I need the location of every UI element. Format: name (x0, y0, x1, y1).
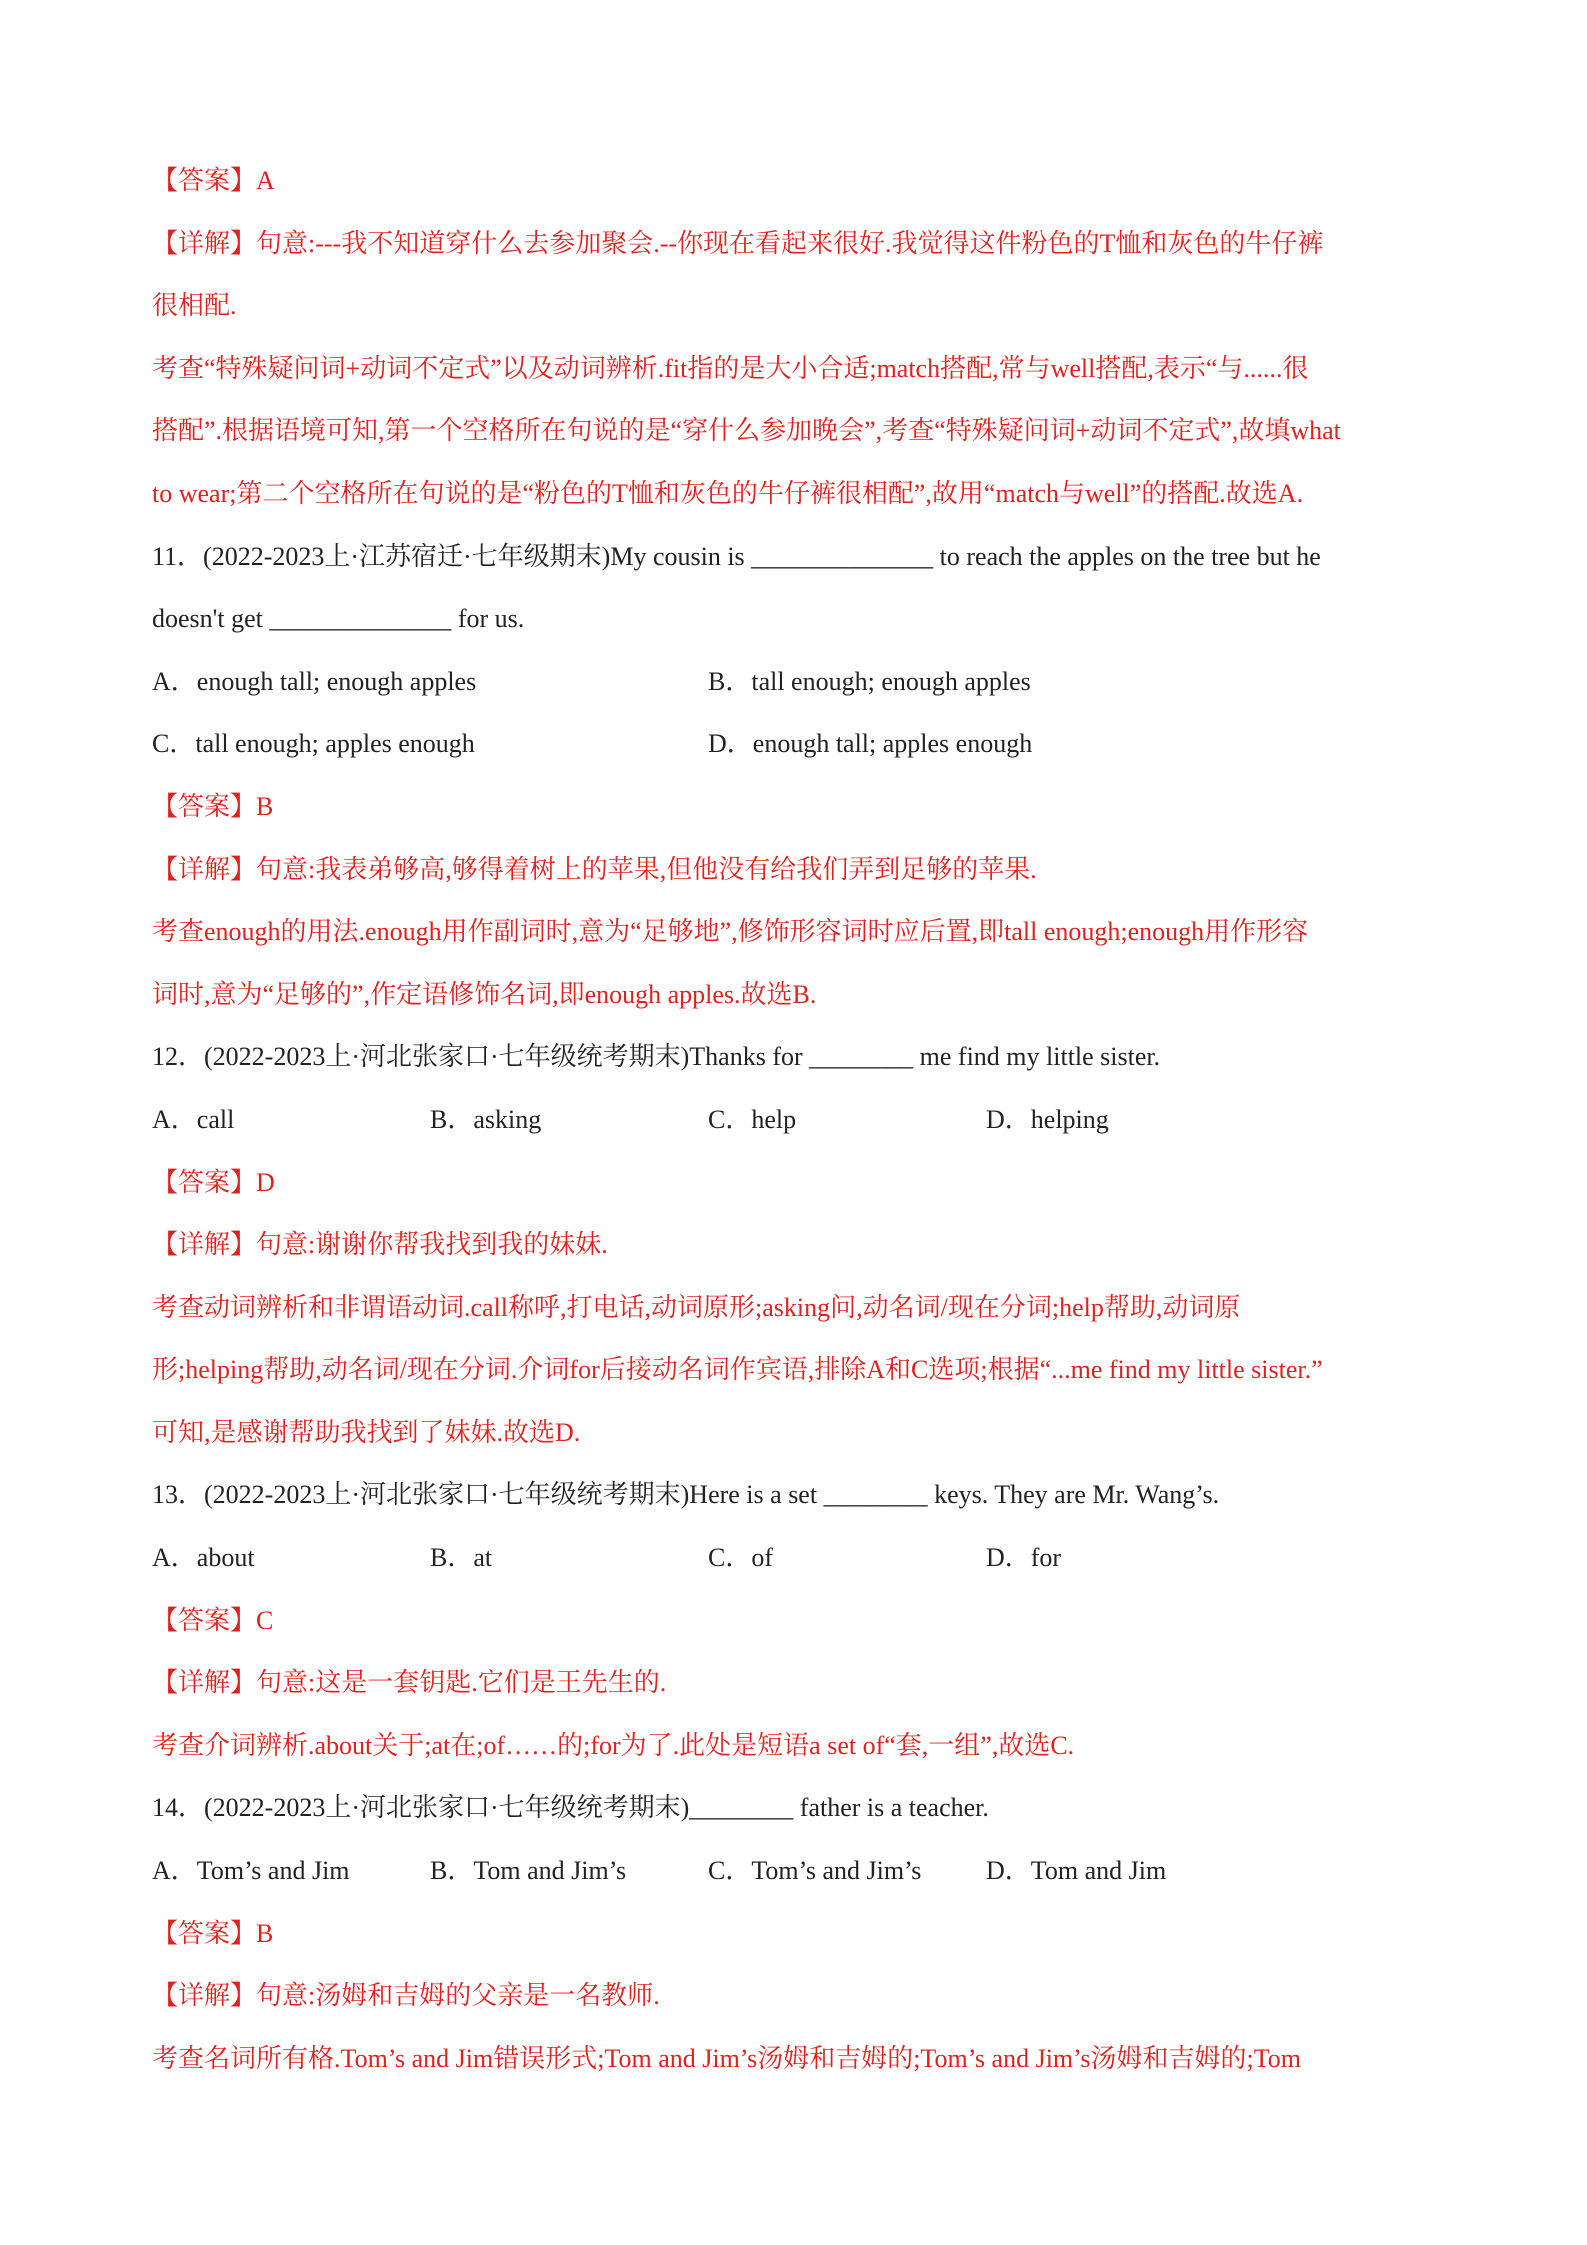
explanation-line: 考查介词辨析.about关于;at在;of……的;for为了.此处是短语a set of“套,一组”,故选C. (152, 1730, 1075, 1760)
option-a: A．Tom’s and Jim (152, 1856, 350, 1886)
answer-line: 【答案】C (152, 1605, 274, 1635)
question-stem: 13．(2022-2023上·河北张家口·七年级统考期末)Here is a set ________ keys. They are Mr. Wang’s. (152, 1480, 1220, 1510)
options-row (152, 713, 1439, 776)
answer-line: 【答案】B (152, 1918, 274, 1948)
explanation-line: 【详解】句意:---我不知道穿什么去参加聚会.--你现在看起来很好.我觉得这件粉色的T恤和灰色的牛仔裤 (152, 228, 1324, 258)
question-stem: 14．(2022-2023上·河北张家口·七年级统考期末)________ father is a teacher. (152, 1793, 989, 1823)
answer-line: 【答案】A (152, 166, 275, 195)
explanation-line: 考查“特殊疑问词+动词不定式”以及动词辨析.fit指的是大小合适;match搭配,常与well搭配,表示“与......很 (152, 353, 1309, 383)
option-c: C．Tom’s and Jim’s (708, 1856, 922, 1886)
explanation-line: 可知,是感谢帮助我找到了妹妹.故选D. (152, 1417, 581, 1447)
option-c: C．help (708, 1104, 797, 1134)
options-row (152, 1840, 1439, 1903)
option-b: B．tall enough; enough apples (708, 666, 1031, 696)
explanation-line: 【详解】句意:谢谢你帮我找到我的妹妹. (152, 1230, 608, 1260)
options-row (152, 1527, 1439, 1590)
option-d: D．enough tall; apples enough (708, 729, 1033, 759)
question-stem: doesn't get ______________ for us. (152, 604, 525, 634)
explanation-line: 很相配. (152, 291, 237, 321)
option-a: A．about (152, 1543, 255, 1573)
options-row (152, 651, 1439, 714)
option-c: C．tall enough; apples enough (152, 729, 475, 759)
option-a: A．call (152, 1104, 235, 1134)
option-d: D．Tom and Jim (986, 1856, 1167, 1886)
explanation-line: 考查动词辨析和非谓语动词.call称呼,打电话,动词原形;asking问,动名词/现在分词;help帮助,动词原 (152, 1292, 1241, 1322)
option-b: B．asking (430, 1104, 542, 1134)
explanation-line: 词时,意为“足够的”,作定语修饰名词,即enough apples.故选B. (152, 979, 817, 1009)
question-stem: 12．(2022-2023上·河北张家口·七年级统考期末)Thanks for ________ me find my little sister. (152, 1042, 1161, 1072)
option-d: D．for (986, 1543, 1062, 1573)
option-c: C．of (708, 1543, 774, 1573)
options-row (152, 1089, 1439, 1152)
explanation-line: 形;helping帮助,动名词/现在分词.介词for后接动名词作宾语,排除A和C选项;根据“...me find my little sister.” (152, 1355, 1323, 1385)
explanation-line: 【详解】句意:这是一套钥匙.它们是王先生的. (152, 1668, 667, 1698)
explanation-line: 【详解】句意:我表弟够高,够得着树上的苹果,但他没有给我们弄到足够的苹果. (152, 854, 1037, 884)
explanation-line: 搭配”.根据语境可知,第一个空格所在句说的是“穿什么参加晚会”,考查“特殊疑问词+动词不定式”,故填what (152, 416, 1341, 446)
explanation-line: 【详解】句意:汤姆和吉姆的父亲是一名教师. (152, 1981, 660, 2011)
answer-line: 【答案】D (152, 1167, 275, 1197)
question-stem: 11．(2022-2023上·江苏宿迁·七年级期末)My cousin is ______________ to reach the apples on the tree but he (152, 541, 1321, 571)
answer-line: 【答案】B (152, 791, 274, 821)
explanation-line: 考查名词所有格.Tom’s and Jim错误形式;Tom and Jim’s汤姆和吉姆的;Tom’s and Jim’s汤姆和吉姆的;Tom (152, 2043, 1302, 2073)
explanation-line: 考查enough的用法.enough用作副词时,意为“足够地”,修饰形容词时应后置,即tall enough;enough用作形容 (152, 917, 1309, 947)
option-b: B．at (430, 1543, 493, 1573)
option-b: B．Tom and Jim’s (430, 1856, 627, 1886)
option-a: A．enough tall; enough apples (152, 666, 477, 696)
option-d: D．helping (986, 1104, 1109, 1134)
explanation-line: to wear;第二个空格所在句说的是“粉色的T恤和灰色的牛仔裤很相配”,故用“match与well”的搭配.故选A. (152, 478, 1304, 508)
